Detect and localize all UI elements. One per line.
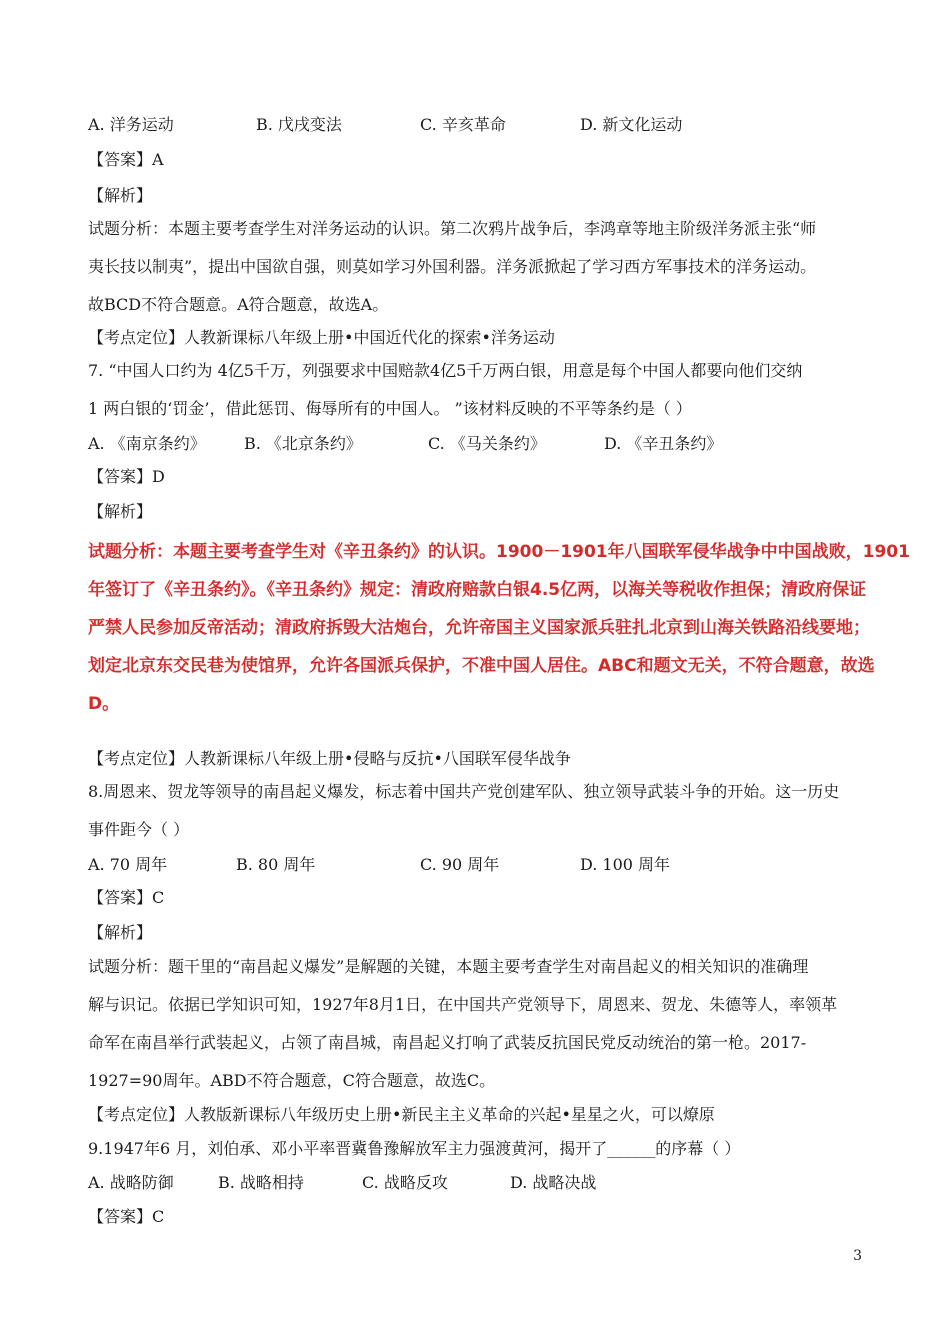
q8-analysis-line: 试题分析：题干里的“南昌起义爆发”是解题的关键，本题主要考查学生对南昌起义的相关知识的准确理 [88,957,809,976]
q6-answer: 【答案】A [88,150,164,169]
q8-analysis-line: 解与识记。依据已学知识可知，1927年8月1日，在中国共产党领导下，周恩来、贺龙、朱德等人，率领革 [88,995,838,1014]
q8-analysis-heading: 【解析】 [88,923,153,942]
q7-analysis-line: 年签订了《辛丑条约》。《辛丑条约》规定：清政府赔款白银4.5亿两，以海关等税收作担保；清政府保证 [88,580,867,600]
q7-option-d: D. 《辛丑条约》 [604,434,723,453]
page-number: 3 [853,1248,862,1264]
q8-analysis-line: 命军在南昌举行武装起义，占领了南昌城，南昌起义打响了武装反抗国民党反动统治的第一枪。2017- [88,1033,807,1052]
q6-option-b: B. 戊戌变法 [256,115,342,134]
q9-option-d: D. 战略决战 [510,1173,597,1192]
q6-option-d: D. 新文化运动 [580,115,683,134]
q9-option-b: B. 战略相持 [218,1173,304,1192]
q8-analysis-line: 1927=90周年。ABD不符合题意，C符合题意，故选C。 [88,1071,496,1090]
q8-option-a: A. 70 周年 [88,855,168,874]
q6-analysis-line: 试题分析：本题主要考查学生对洋务运动的认识。第二次鸦片战争后，李鸿章等地主阶级洋务派主张“师 [88,219,817,238]
q6-point: 【考点定位】人教新课标八年级上册•中国近代化的探索•洋务运动 [88,328,555,347]
q6-analysis-line: 夷长技以制夷”，提出中国欲自强，则莫如学习外国利器。洋务派掀起了学习西方军事技术的洋务运动。 [88,257,817,276]
q9-stem: 9.1947年6 月，刘伯承、邓小平率晋冀鲁豫解放军主力强渡黄河，揭开了______的序幕（ ） [88,1139,741,1158]
q8-option-b: B. 80 周年 [236,855,316,874]
q8-point: 【考点定位】人教版新课标八年级历史上册•新民主主义革命的兴起•星星之火，可以燎原 [88,1105,715,1124]
q8-stem-line: 事件距今（ ） [88,820,190,839]
q6-analysis-line: 故BCD不符合题意。A符合题意，故选A。 [88,295,389,314]
q7-analysis-line: 划定北京东交民巷为使馆界，允许各国派兵保护，不准中国人居住。ABC和题文无关，不符合题意，故选 [88,656,875,676]
q7-point: 【考点定位】人教新课标八年级上册•侵略与反抗•八国联军侵华战争 [88,749,571,768]
q7-analysis-heading: 【解析】 [88,502,153,521]
q6-option-c: C. 辛亥革命 [420,115,506,134]
q9-option-c: C. 战略反攻 [362,1173,448,1192]
q7-stem-line: 1 两白银的‘罚金’，借此惩罚、侮辱所有的中国人。 ”该材料反映的不平等条约是（ ） [88,399,692,418]
q8-option-d: D. 100 周年 [580,855,671,874]
q6-analysis-heading: 【解析】 [88,186,153,205]
q7-option-a: A. 《南京条约》 [88,434,206,453]
q8-stem-line: 8.周恩来、贺龙等领导的南昌起义爆发，标志着中国共产党创建军队、独立领导武装斗争的开始。这一历史 [88,782,840,801]
q7-stem-line: 7. “中国人口约为 4亿5千万，列强要求中国赔款4亿5千万两白银，用意是每个中国人都要向他们交纳 [88,361,803,380]
q8-option-c: C. 90 周年 [420,855,500,874]
q8-answer: 【答案】C [88,888,165,907]
q7-analysis-line: 严禁人民参加反帝活动；清政府拆毁大沽炮台，允许帝国主义国家派兵驻扎北京到山海关铁路沿线要地； [88,618,870,638]
q7-analysis-line: D。 [88,694,120,714]
q9-answer: 【答案】C [88,1207,165,1226]
q9-option-a: A. 战略防御 [88,1173,174,1192]
q7-option-b: B. 《北京条约》 [244,434,362,453]
q7-analysis-line: 试题分析：本题主要考查学生对《辛丑条约》的认识。1900－1901年八国联军侵华战争中中国战败，1901 [88,542,910,562]
q7-answer: 【答案】D [88,467,165,486]
q7-option-c: C. 《马关条约》 [428,434,546,453]
q6-option-a: A. 洋务运动 [88,115,174,134]
